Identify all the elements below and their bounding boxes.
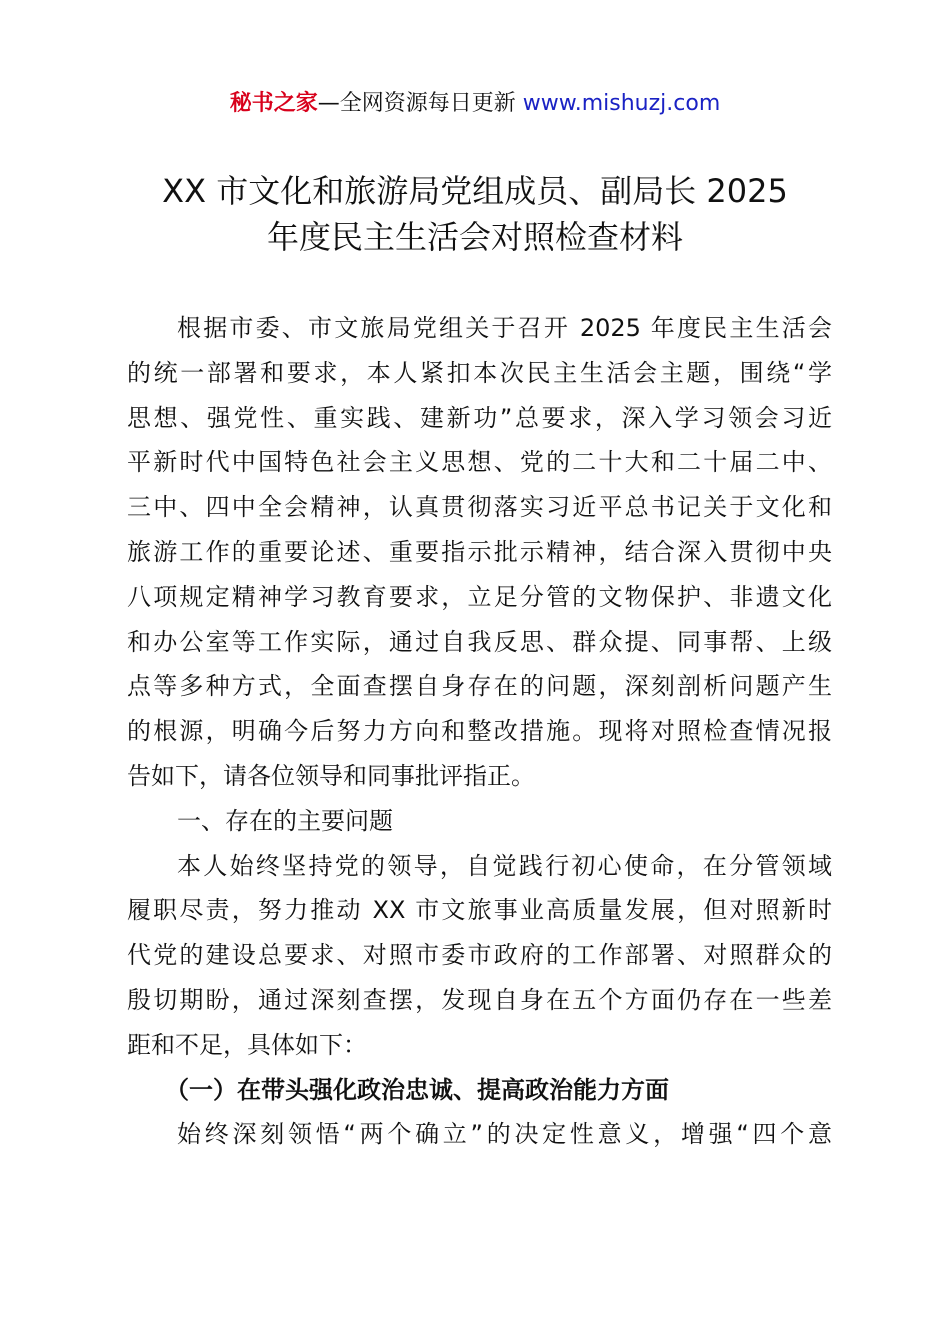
text-line: 履职尽责，努力推动 XX 市文旅事业高质量发展，但对照新时 [127, 896, 832, 925]
text-line: 旅游工作的重要论述、重要指示批示精神，结合深入贯彻中央 [127, 537, 832, 566]
document-title [100, 168, 850, 260]
text-line: 思想、强党性、重实践、建新功”总要求，深入学习领会习近 [127, 403, 832, 432]
site-header [0, 88, 950, 120]
text-line: 本人始终坚持党的领导，自觉践行初心使命，在分管领域 [177, 851, 832, 880]
text-line: 距和不足，具体如下： [127, 1030, 367, 1059]
title-line-2: 年度民主生活会对照检查材料 [266, 218, 683, 256]
text-line: 根据市委、市文旅局党组关于召开 2025 年度民主生活会 [177, 314, 832, 342]
header-slogan: —全网资源每日更新 [317, 91, 523, 116]
text-line: 告如下，请各位领导和同事批评指正。 [127, 761, 535, 790]
text-line: 的统一部署和要求，本人紧扣本次民主生活会主题，围绕“学 [127, 358, 832, 387]
paragraph-problems-intro [127, 844, 832, 1068]
brand-name: 秘书之家 [229, 91, 318, 116]
site-url-link[interactable]: www.mishuzj.com [522, 91, 721, 116]
text-line: 三中、四中全会精神，认真贯彻落实习近平总书记关于文化和 [127, 493, 832, 522]
text-line: 和办公室等工作实际，通过自我反思、群众提、同事帮、上级 [127, 627, 832, 656]
text-line: 平新时代中国特色社会主义思想、党的二十大和二十届二中、 [127, 448, 832, 477]
text-line: 点等多种方式，全面查摆自身存在的问题，深刻剖析问题产生 [127, 672, 832, 701]
paragraph-political-loyalty [127, 1112, 832, 1157]
text-line: 殷切期盼，通过深刻查摆，发现自身在五个方面仍存在一些差 [127, 985, 832, 1014]
paragraph-intro [127, 306, 832, 799]
document-body [127, 306, 832, 1157]
text-line: 代党的建设总要求、对照市委市政府的工作部署、对照群众的 [127, 941, 832, 970]
subsection-heading-1: （一）在带头强化政治忠诚、提高政治能力方面 [165, 1075, 669, 1104]
text-line: 八项规定精神学习教育要求，立足分管的文物保护、非遗文化 [127, 582, 832, 611]
text-line: 始终深刻领悟“两个确立”的决定性意义，增强“四个意 [177, 1120, 832, 1149]
section-heading-1: 一、存在的主要问题 [177, 806, 393, 835]
title-line-1: XX 市文化和旅游局党组成员、副局长 2025 [162, 172, 788, 210]
text-line: 的根源，明确今后努力方向和整改措施。现将对照检查情况报 [127, 717, 832, 746]
